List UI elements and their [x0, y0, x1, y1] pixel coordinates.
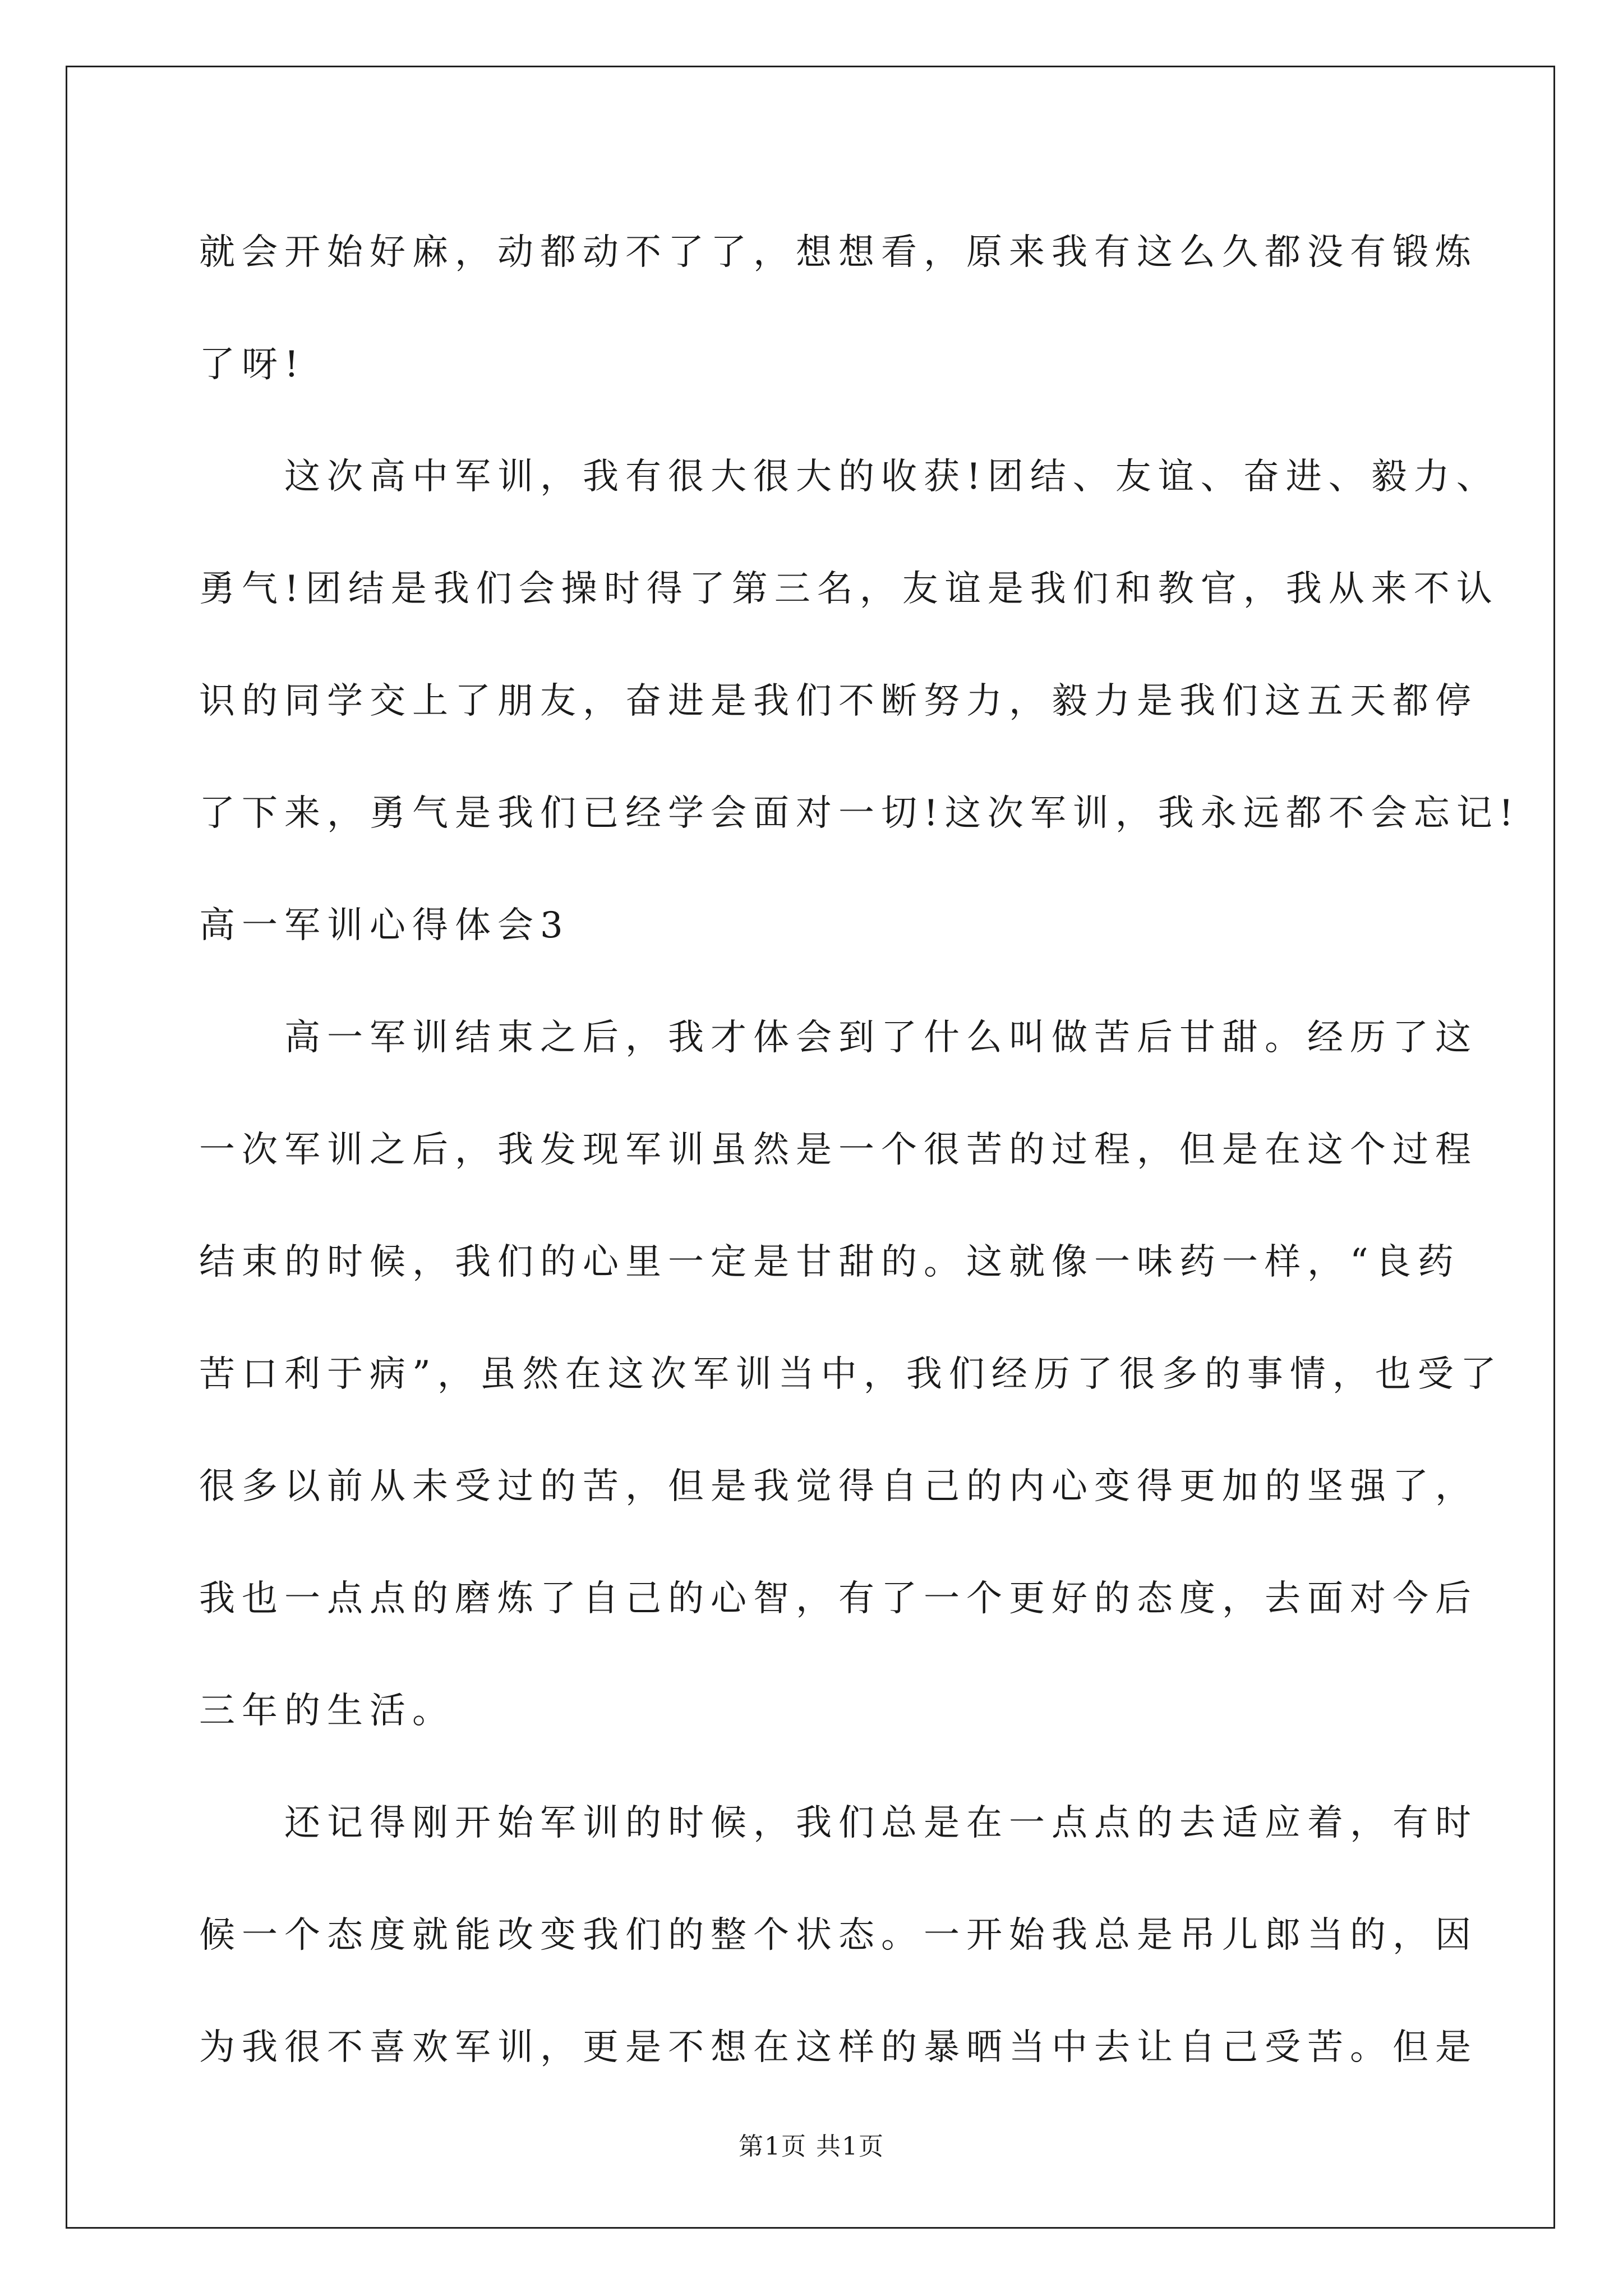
- text-line: 很多以前从未受过的苦，但是我觉得自己的内心变得更加的坚强了，: [199, 1466, 1478, 1507]
- page-footer: 第1页 共1页: [739, 2132, 884, 2161]
- text-line: 一次军训之后，我发现军训虽然是一个很苦的过程，但是在这个过程: [199, 1129, 1478, 1171]
- text-line: 这次高中军训，我有很大很大的收获!团结、友谊、奋进、毅力、: [284, 456, 1499, 498]
- text-line: 勇气!团结是我们会操时得了第三名，友谊是我们和教官，我从来不认: [199, 568, 1499, 610]
- text-line: 就会开始好麻，动都动不了了，想想看，原来我有这么久都没有锻炼: [199, 232, 1478, 273]
- text-line: 高一军训结束之后，我才体会到了什么叫做苦后甘甜。经历了这: [284, 1017, 1478, 1059]
- text-line: 结束的时候，我们的心里一定是甘甜的。这就像一味药一样，“良药: [199, 1241, 1460, 1283]
- text-line: 了呀!: [199, 344, 306, 385]
- text-line: 苦口利于病”，虽然在这次军训当中，我们经历了很多的事情，也受了: [199, 1354, 1503, 1395]
- text-line: 还记得刚开始军训的时候，我们总是在一点点的去适应着，有时: [284, 1802, 1478, 1844]
- section-heading: 高一军训心得体会3: [199, 905, 570, 946]
- text-line: 了下来，勇气是我们已经学会面对一切!这次军训，我永远都不会忘记!: [199, 793, 1520, 834]
- text-line: 为我很不喜欢军训，更是不想在这样的暴晒当中去让自己受苦。但是: [199, 2027, 1478, 2068]
- text-line: 我也一点点的磨炼了自己的心智，有了一个更好的态度，去面对今后: [199, 1578, 1478, 1619]
- document-body: [199, 213, 1520, 2120]
- text-line: 三年的生活。: [199, 1690, 455, 1732]
- text-line: 识的同学交上了朋友，奋进是我们不断努力，毅力是我们这五天都停: [199, 680, 1478, 722]
- text-line: 候一个态度就能改变我们的整个状态。一开始我总是吊儿郎当的，因: [199, 1915, 1478, 1956]
